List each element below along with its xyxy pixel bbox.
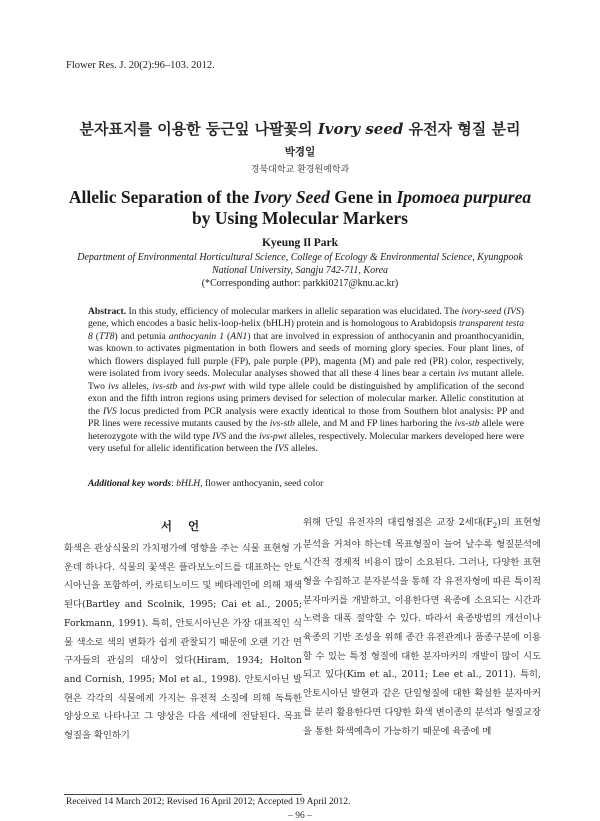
abstract-text: allele, and M and FP lines harboring the xyxy=(294,418,455,430)
abstract-text: alleles, xyxy=(118,380,153,392)
abstract-italic: ivs-pwt xyxy=(197,380,226,392)
page-number: – 96 – xyxy=(288,811,312,821)
korean-title-part: 유전자 형질 분리 xyxy=(403,120,521,138)
abstract-italic: ivs-stb xyxy=(152,380,178,392)
subscript: 2 xyxy=(492,521,498,530)
abstract-text: ) that are involved in expression of anthocyanin and proanthocyanidin, was known to activates pigmentation in both flowers and seeds of morning glory species. Four plant lines, of which flowers displayed full purple (FP), pale purple (PP), magenta (M) and pale red (PR) color, respectively, were isolated from ivory seeds. Molecular analyses showed that all these 4 lines bear a certain xyxy=(88,330,525,380)
abstract-italic: ivs-stb xyxy=(454,418,480,430)
english-affiliation: Department of Environmental Horticultural Science, College of Ecology & Environmental Science, Kyungpook National University, Sangju 742-711, Korea xyxy=(77,252,523,276)
keywords-colon: : xyxy=(171,478,177,489)
title-species: Ipomoea purpurea xyxy=(396,187,532,207)
abstract-text: locus predicted from PCR analysis were exactly identical to those from Southern blot analysis: PP and PR lines were recessive mutants caused by the xyxy=(88,405,524,430)
abstract-italic: IVS xyxy=(506,306,521,317)
abstract-italic: ivs-pwt xyxy=(259,430,287,442)
abstract-italic: AN1 xyxy=(230,330,248,342)
english-title xyxy=(60,187,540,229)
abstract-italic: IVS xyxy=(102,405,117,417)
title-part: Gene in xyxy=(329,187,397,207)
abstract-text: ( xyxy=(501,306,507,317)
section-heading: 서 언 xyxy=(160,519,206,533)
journal-reference: Flower Res. J. 20(2):96–103. 2012. xyxy=(66,60,215,71)
body-left-column: 화색은 관상식물의 가치평가에 영향을 주는 식물 표현형 가운데 하나다. 식물의 꽃색은 플라보노이드를 대표하는 안토시아닌을 포함하여, 카로티노이드 및 베타레인에 의해 채색된다(Bartley and Scolnik, 1995; Cai et al., 2005; Forkmann, 1991). 특히, 안토시아닌은 가장 대표적인 식물 색소로 색의 변화가 쉽게 관찰되기 때문에 오랜 기간 연구자들의 관심의 대상이 었다(Hiram, 1934; Holton and Cornish, 1995; Mol et al., 1998). 안토시아닌 발현은 각각의 식물에게 가지는 유전적 소질에 의해 독특한 양상으로 나타나고 그 양상은 다음 세대에 전달된다. 목표형질을 확인하기 xyxy=(64,543,302,742)
abstract xyxy=(88,306,524,455)
abstract-text: In this study, efficiency of molecular markers in allelic separation was elucidated. The xyxy=(126,306,462,317)
abstract-italic: ivs-stb xyxy=(269,418,295,430)
abstract-text: ( xyxy=(92,330,100,342)
korean-affiliation: 경북대학교 환경원예학과 xyxy=(250,165,350,175)
abstract-italic: transparent testa 8 xyxy=(88,318,524,342)
abstract-text: with wild type allele could be distinguished by amplification of the second exon and the fifth intron regions using primers devised for selection of molecular marker. Allelic constitution at the xyxy=(88,380,524,417)
title-gene: Ivory Seed xyxy=(253,187,330,207)
abstract-italic: ivs xyxy=(457,368,469,380)
abstract-label: Abstract. xyxy=(88,306,127,317)
keywords-label: Additional key words xyxy=(88,478,172,489)
abstract-italic: ivory-seed xyxy=(461,306,502,317)
keyword-italic: bHLH xyxy=(176,478,201,489)
korean-title-part: 분자표지를 이용한 둥근잎 나팔꽃의 xyxy=(79,120,318,138)
received-dates: Received 14 March 2012; Revised 16 April 2012; Accepted 19 April 2012. xyxy=(66,797,351,807)
abstract-text: ( xyxy=(224,330,231,342)
abstract-italic: ivs xyxy=(108,380,119,392)
title-part: by Using Molecular Markers xyxy=(192,208,408,228)
corresponding-author: (*Corresponding author: parkki0217@knu.ac.kr) xyxy=(201,278,399,289)
body-right-column xyxy=(303,514,541,741)
keywords xyxy=(88,478,524,489)
abstract-italic: IVS xyxy=(274,442,289,454)
english-author: Kyeung Il Park xyxy=(261,237,339,249)
abstract-text: ) and petunia xyxy=(114,330,169,342)
korean-author: 박경일 xyxy=(284,146,316,158)
abstract-text: ) gene, which encodes a basic helix-loop-helix (bHLH) protein and is homologous to Arabidopsis xyxy=(88,306,525,330)
body-text: )의 표현형 분석을 거쳐야 하는데 목표형질이 늘어 날수록 형질분석에 시간적 경제적 비용이 많이 소요된다. 그러나, 다양한 표현형을 수집하고 분자분석을 통해 각 유전자형에 따른 특이적 분자마커를 개발하고, 이용한다면 육종에 소요되는 시간과 노력을 대폭 절약할 수 있다. 따라서 육종방법의 개선이나 육종의 기반 조성을 위해 종간 유전관계나 품종구분에 이용할 수 있는 특정 형질에 대한 분자마커의 개발이 많이 시도되고 있다(Kim et al., 2011; Lee et al., 2011). 특히, 안토시아닌 발현과 같은 단일형질에 대한 확실한 분자마커를 분리 활용한다면 다양한 화색 변이종의 분석과 형질교장을 통한 화색예측이 가능하기 때문에 육종에 메 xyxy=(303,517,541,737)
korean-title-gene: Ivory seed xyxy=(317,120,404,138)
abstract-italic: TT8 xyxy=(99,330,115,342)
korean-title xyxy=(0,118,600,139)
abstract-italic: IVS xyxy=(212,430,227,442)
title-part: Allelic Separation of the xyxy=(68,187,254,207)
abstract-italic: anthocyanin 1 xyxy=(168,330,225,342)
body-text: 위해 단일 유전자의 대립형질은 교장 2세대(F xyxy=(303,517,493,528)
abstract-text: alleles. xyxy=(288,442,318,454)
abstract-text: and xyxy=(177,380,198,392)
abstract-text: and the xyxy=(226,430,260,442)
keywords-rest: , flower anthocyanin, seed color xyxy=(200,478,324,489)
footnote-divider xyxy=(64,794,302,795)
abstract-text: alleles, respectively. Molecular markers developed here were very useful for allelic identification between the xyxy=(88,430,524,454)
abstract-text: mutant allele. Two xyxy=(88,368,524,392)
abstract-text: allele were heterozygote with the wild type xyxy=(88,418,524,442)
